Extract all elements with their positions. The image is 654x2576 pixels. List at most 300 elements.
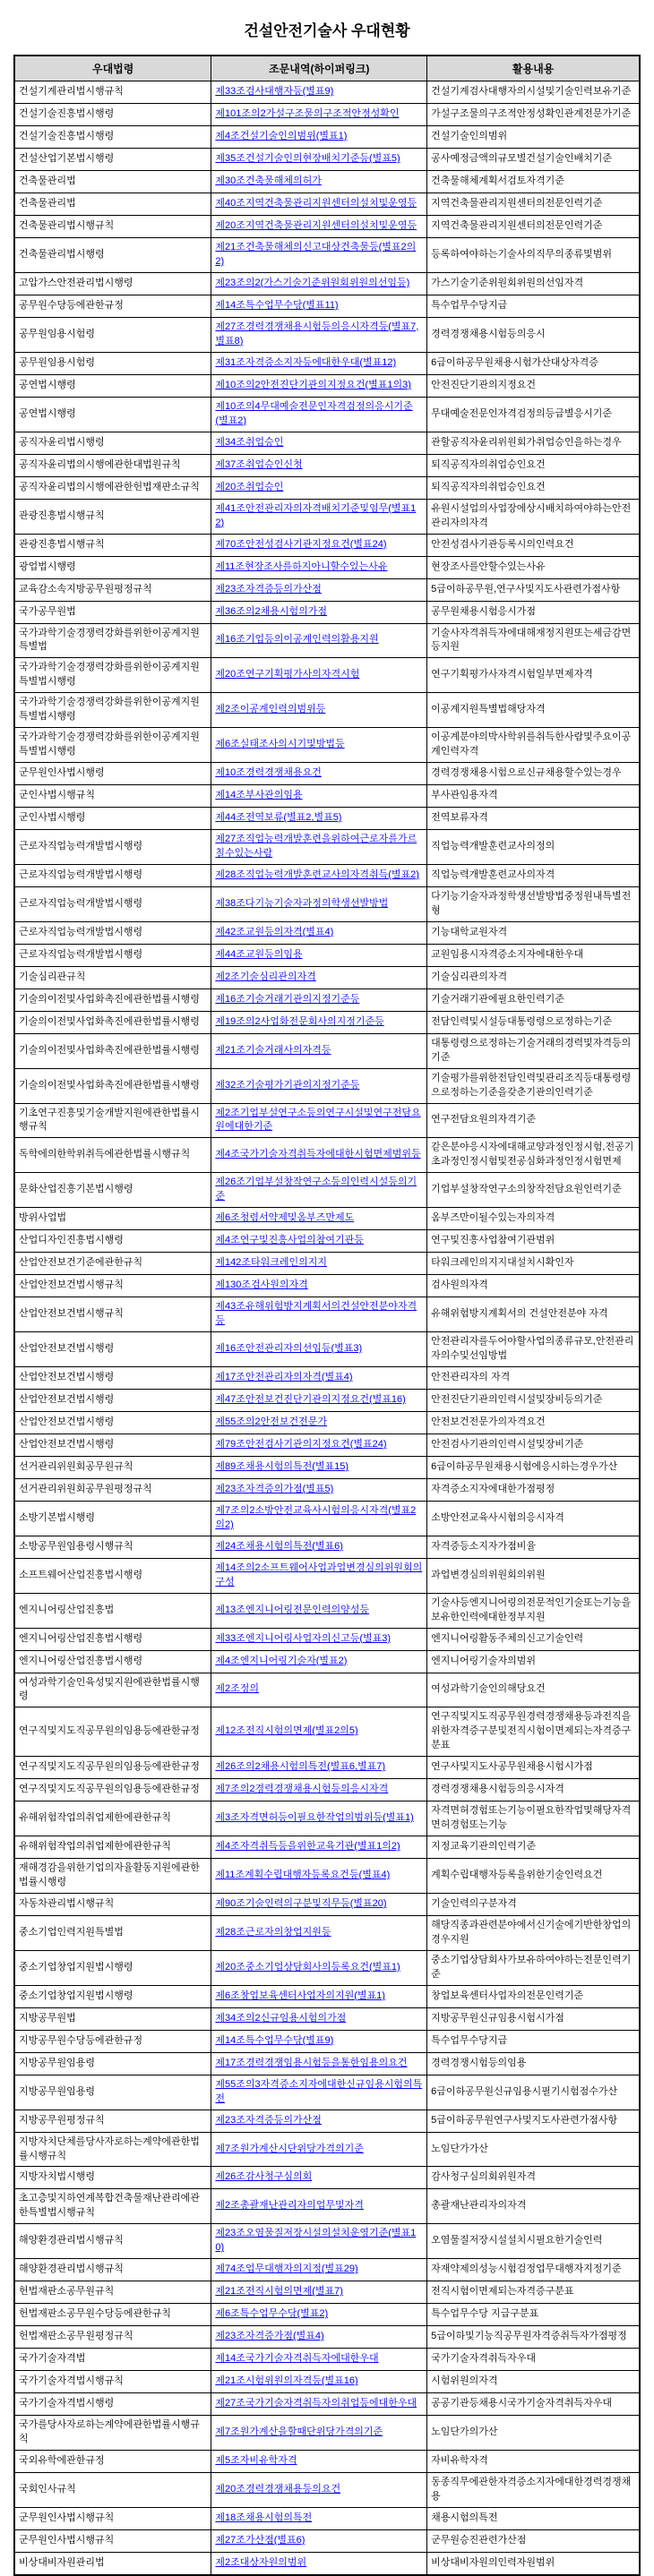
article-hyperlink[interactable]: 제10조의2안전진단기관의지정요건(별표1의3) [215,379,411,390]
table-row [14,623,640,658]
law-cell: 건축물관리법시행규칙 [14,216,211,238]
law-cell: 건설산업기본법시행령 [14,149,211,171]
article-hyperlink[interactable]: 제26조기업부설창작연구소등의인력시설등의기준 [215,1177,417,1202]
article-hyperlink[interactable]: 제4조건설기술인의범위(별표1) [215,131,348,142]
article-hyperlink[interactable]: 제74조업무대행자의지정(별표29) [215,2264,358,2275]
article-cell [211,2189,427,2224]
table-row [14,886,640,921]
article-hyperlink[interactable]: 제18조채용시험의특전 [215,2512,313,2523]
table-row [14,1985,640,2007]
article-hyperlink[interactable]: 제16조기업등의이공계인력의활용지원 [215,634,379,646]
article-cell [211,2552,427,2575]
law-cell: 엔지니어링산업진흥법 [14,1593,211,1628]
article-cell [211,1138,427,1173]
article-hyperlink[interactable]: 제2조대상자원의범위 [215,2556,307,2568]
article-hyperlink[interactable]: 제44조전역보류(별표2,별표5) [215,812,342,824]
law-cell: 건축물관리법 [14,171,211,193]
article-hyperlink[interactable]: 제21조전직시험의면제(별표7) [215,2286,343,2298]
article-hyperlink[interactable]: 제21조건축물해체의신고대상건축물등(별표2의2) [215,242,417,267]
usage-cell: 건설기술인의범위 [427,126,640,149]
usage-cell: 기술심리관의자격 [427,966,640,988]
article-cell [211,1332,427,1367]
usage-cell: 안전검사기관의인력시설및장비기준 [427,1433,640,1456]
article-hyperlink[interactable]: 제26조의2채용시험의특전(별표6,별표7) [215,1761,386,1773]
article-cell [211,397,427,432]
usage-cell: 5급이하공무원,연구사및지도사관련가점사항 [427,578,640,601]
usage-cell: 유해위험방지계획서의 건설안전분야 자격 [427,1297,640,1332]
table-row [14,193,640,216]
usage-cell: 현장조사를안할수있는사유 [427,556,640,578]
article-cell [211,1673,427,1707]
table-row [14,2507,640,2529]
article-cell [211,534,427,556]
table-row [14,2259,640,2281]
article-hyperlink[interactable]: 제5조자비유학자격 [215,2455,297,2467]
law-cell: 지방공무원임용령 [14,2052,211,2075]
law-cell: 독학에의한학위취득에관한법률시행규칙 [14,1138,211,1173]
table-row [14,1501,640,1536]
table-row [14,1779,640,1801]
article-hyperlink[interactable]: 제27조가산점(별표6) [215,2534,305,2546]
article-cell [211,2349,427,2371]
article-hyperlink[interactable]: 제90조기술인력의구분및직무등(별표20) [215,1897,387,1909]
article-cell [211,2224,427,2259]
table-row [14,1230,640,1253]
article-cell [211,2416,427,2451]
table-row [14,2304,640,2326]
article-hyperlink[interactable]: 제6조청렴서약제및옴부즈만제도 [215,1212,355,1224]
table-row [14,1593,640,1628]
article-hyperlink[interactable]: 제17조경력경쟁임용시험등을통한임용의요건 [215,2057,408,2068]
table-row [14,921,640,944]
table-row [14,2349,640,2371]
usage-cell: 안전진단기관의지정요건 [427,374,640,397]
article-hyperlink[interactable]: 제28조근로자의창업지원등 [215,1926,331,1938]
article-hyperlink[interactable]: 제27조경력경쟁채용시험등의응시자격등(별표7,별표8) [215,321,419,347]
article-hyperlink[interactable]: 제23조자격증의가점(별표5) [215,1483,334,1494]
article-hyperlink[interactable]: 제7조의2소방안전교육사시험의응시자격(별표2의2) [215,1504,417,1530]
law-cell: 국가기술자격법 [14,2349,211,2371]
article-cell [211,2052,427,2075]
article-hyperlink[interactable]: 제70조안전성검사기관지정요건(별표24) [215,538,387,550]
article-cell [211,149,427,171]
usage-cell: 창업보육센터사업자의전문인력기준 [427,1985,640,2007]
article-hyperlink[interactable]: 제2조이공계인력의범위등 [215,704,326,715]
usage-cell: 5급이하공무원연구사및지도사관련가점사항 [427,2110,640,2132]
law-cell: 공직자윤리법의시행에관한헌법재판소규칙 [14,476,211,499]
table-row [14,1859,640,1894]
article-cell [211,2132,427,2167]
article-cell [211,921,427,944]
law-cell: 건축물관리법 [14,193,211,216]
table-row [14,352,640,374]
article-hyperlink[interactable]: 제21조기술거래사의자격등 [215,1044,331,1056]
article-hyperlink[interactable]: 제47조안전보건진단기관의지정요건(별표16) [215,1393,406,1405]
article-hyperlink[interactable]: 제55조의3자격증소지자에대한신규임용시험의특전 [215,2078,423,2104]
usage-cell: 가스기술기준위원회위원의선임자격 [427,272,640,295]
article-hyperlink[interactable]: 제4조연구및진흥사업의참여기관등 [215,1235,364,1246]
article-hyperlink[interactable]: 제23조자격증등의가산점 [215,583,322,595]
law-cell: 헌법재판소공무원평정규칙 [14,2326,211,2349]
table-row [14,1411,640,1433]
column-header-article: 조문내역(하이퍼링크) [211,56,427,81]
article-hyperlink[interactable]: 제28조직업능력개발훈련교사의자격취득(별표2) [215,869,419,880]
article-cell [211,578,427,601]
article-cell [211,658,427,693]
table-row [14,1138,640,1173]
article-cell [211,1275,427,1297]
article-hyperlink[interactable]: 제3조자격면허등이필요한작업의범위등(별표1) [215,1812,414,1824]
article-cell [211,944,427,966]
article-hyperlink[interactable]: 제40조지역건축물관리지원센터의설치및운영등 [215,198,417,210]
law-cell: 지방자치법시행령 [14,2167,211,2189]
usage-cell: 대통령령으로정하는기술거래의경력및자격등의기준 [427,1033,640,1068]
article-hyperlink[interactable]: 제33조엔지니어링사업자의신고등(별표3) [215,1632,392,1644]
law-cell: 지방공무원법 [14,2007,211,2030]
table-row [14,2224,640,2259]
article-cell [211,1757,427,1779]
article-hyperlink[interactable]: 제2조정의 [215,1683,259,1695]
article-cell [211,2167,427,2189]
article-hyperlink[interactable]: 제27조국가기술자격취득자의취업등에대한우대 [215,2398,417,2409]
article-hyperlink[interactable]: 제20조중소기업상담회사의등록요건(별표1) [215,1961,400,1973]
law-cell: 건설기술진흥법시행령 [14,126,211,149]
article-hyperlink[interactable]: 제12조전직시험의면제(별표2의5) [215,1725,358,1737]
table-header-row [14,56,640,81]
usage-cell: 기술거래기관에필요한인력기준 [427,988,640,1011]
usage-cell: 전담인력및시설등대통령령으로정하는기준 [427,1011,640,1033]
usage-cell: 가설구조물의구조적안정성확인관계전문가기준 [427,104,640,126]
usage-cell: 자재약제의성능시험검정업무대행자지정기준 [427,2259,640,2281]
article-hyperlink[interactable]: 제7조의2경력경쟁채용시험등의응시자격 [215,1784,389,1795]
table-row [14,988,640,1011]
article-hyperlink[interactable]: 제10조의4무대예술전문인자격검정의응시기준(별표2) [215,400,413,426]
article-hyperlink[interactable]: 제89조채용시험의특전(별표15) [215,1460,349,1472]
law-cell: 중소기업인력지원특별법 [14,1915,211,1950]
article-hyperlink[interactable]: 제27조직업능력개발훈련을위하여근로자를가르칠수있는사람 [215,834,417,859]
table-row [14,1433,640,1456]
article-cell [211,2030,427,2052]
table-row [14,1332,640,1367]
law-cell: 중소기업창업지원법시행령 [14,1985,211,2007]
article-hyperlink[interactable]: 제101조의2가설구조물의구조적안정성확인 [215,108,400,120]
usage-cell: 기술사자격취득자에대해재정지원또는세금감면등지원 [427,623,640,658]
article-hyperlink[interactable]: 제30조건축물해체의허가 [215,175,322,187]
article-cell [211,1033,427,1068]
article-cell [211,104,427,126]
article-hyperlink[interactable]: 제6조특수업무수당(별표2) [215,2308,329,2320]
usage-cell: 부사관임용자격 [427,785,640,808]
usage-cell: 소방안전교육사시험의응시자격 [427,1501,640,1536]
law-cell: 국가과학기술경쟁력강화를위한이공계지원특별법시행령 [14,658,211,693]
article-hyperlink[interactable]: 제6조창업보육센터사업자의지원(별표1) [215,1990,385,2001]
article-hyperlink[interactable]: 제4조엔지니어링기술자(별표2) [215,1655,348,1666]
law-cell: 산업안전보건기준에관한규칙 [14,1253,211,1275]
article-cell [211,1433,427,1456]
article-cell [211,1859,427,1894]
usage-cell: 기술평가를위한전담인력및관리조직등대통령령으로정하는기준을갖춘기관의인력기준 [427,1068,640,1103]
table-row [14,2393,640,2416]
article-hyperlink[interactable]: 제14조부사관의임용 [215,790,303,801]
usage-cell: 지정교육기관의인력기준 [427,1836,640,1859]
usage-cell: 공사예정금액의규모별건설기술인배치기준 [427,149,640,171]
article-hyperlink[interactable]: 제24조채용시험의특전(별표6) [215,1540,343,1552]
article-hyperlink[interactable]: 제44조교원등의임용 [215,948,303,960]
article-cell [211,454,427,476]
table-row [14,1366,640,1389]
table-row [14,317,640,352]
law-cell: 해양환경관리법시행규칙 [14,2259,211,2281]
article-hyperlink[interactable]: 제34조취업승인 [215,436,284,448]
usage-cell: 지방공무원신규임용시험시가점 [427,2007,640,2030]
usage-cell: 공무원채용시험응시가점 [427,601,640,623]
article-hyperlink[interactable]: 제19조의2사업화전문회사의지정기준등 [215,1015,384,1027]
law-cell: 엔지니어링산업진흥법시행령 [14,1628,211,1650]
article-cell [211,1593,427,1628]
article-cell [211,295,427,317]
table-row [14,476,640,499]
usage-cell: 중소기업상담회사가보유하여야하는전문인력기준 [427,1950,640,1985]
article-hyperlink[interactable]: 제34조의2신규임용시험의가점 [215,2012,347,2024]
law-cell: 국외유학에관한규정 [14,2451,211,2473]
table-row [14,2007,640,2030]
usage-cell: 등록하여야하는기술사의직무의종류및범위 [427,238,640,273]
law-cell: 초고층및지하연계복합건축물재난관리에관한특별법시행규칙 [14,2189,211,2224]
article-hyperlink[interactable]: 제35조건설기술인의현장배치기준등(별표5) [215,153,400,165]
law-cell: 유해위험작업의취업제한에관한규칙 [14,1801,211,1836]
usage-cell: 다기능기술자과정학생선발방법중정원내특별전형 [427,886,640,921]
article-hyperlink[interactable]: 제20조지역건축물관리지원센터의설치및운영등 [215,220,417,232]
law-cell: 근로자직업능력개발법시행령 [14,921,211,944]
article-hyperlink[interactable]: 제36조의2채용시험의가점 [215,605,327,617]
table-row [14,944,640,966]
article-cell [211,476,427,499]
usage-cell: 퇴직공직자의취업승인요건 [427,476,640,499]
article-hyperlink[interactable]: 제38조다기능기술자과정의학생선발방법 [215,897,389,909]
law-cell: 지방공무원평정규칙 [14,2110,211,2132]
law-cell: 공연법시행령 [14,397,211,432]
usage-cell: 경력경쟁채용시험으로신규채용할수있는경우 [427,763,640,785]
article-hyperlink[interactable]: 제4조국가기술자격취득자에대한시험면제범위등 [215,1149,421,1160]
table-row [14,2052,640,2075]
law-cell: 기술의이전및사업화촉진에관한법률시행령 [14,1033,211,1068]
article-hyperlink[interactable]: 제31조자격증소지자등에대한우대(별표12) [215,356,397,368]
table-row [14,658,640,693]
law-cell: 해양환경관리법시행규칙 [14,2224,211,2259]
article-hyperlink[interactable]: 제17조안전관리자의자격(별표4) [215,1371,353,1382]
law-cell: 기초연구진흥및기술개발지원에관한법률시행규칙 [14,1103,211,1138]
article-hyperlink[interactable]: 제11조현장조사를하지아니할수있는사유 [215,561,388,572]
table-row [14,1011,640,1033]
law-cell: 산업안전보건법시행령 [14,1366,211,1389]
table-row [14,2167,640,2189]
article-cell [211,785,427,808]
usage-cell: 자격면허경험또는기능이필요한작업및해당자격면허경험또는기능 [427,1801,640,1836]
article-hyperlink[interactable]: 제16조안전관리자의선임등(별표3) [215,1342,363,1354]
article-hyperlink[interactable]: 제130조검사원의자격 [215,1279,308,1291]
article-hyperlink[interactable]: 제2조기술심리관의자격 [215,971,316,982]
article-hyperlink[interactable]: 제14조국가기술자격취득자에대한우대 [215,2353,379,2365]
table-row [14,1389,640,1411]
law-cell: 지방공무원임용령 [14,2075,211,2110]
article-hyperlink[interactable]: 제7조원가계산을할때단위당가격의기준 [215,2426,383,2438]
article-cell [211,763,427,785]
law-cell: 공연법시행령 [14,374,211,397]
article-cell [211,1011,427,1033]
article-cell [211,1801,427,1836]
article-cell [211,1558,427,1593]
law-cell: 산업안전보건법시행령 [14,1389,211,1411]
article-cell [211,432,427,454]
table-row [14,864,640,886]
usage-cell: 자비유학자격 [427,2451,640,2473]
usage-cell: 이공계지원특별법해당자격 [427,693,640,728]
law-cell: 연구직및지도직공무원의임용등에관한규정 [14,1707,211,1757]
article-hyperlink[interactable]: 제20조취업승인 [215,481,284,492]
table-row [14,785,640,808]
law-cell: 헌법재판소공무원규칙 [14,2281,211,2304]
law-cell: 군인사법시행규칙 [14,785,211,808]
table-row [14,2529,640,2552]
usage-cell: 노임단가의가산 [427,2416,640,2451]
usage-cell: 안전관리자의 자격 [427,1366,640,1389]
law-cell: 산업안전보건법시행규칙 [14,1275,211,1297]
usage-cell: 직업능력개발훈련교사의정의 [427,830,640,865]
article-cell [211,1893,427,1915]
table-row [14,397,640,432]
page-title: 건설안전기술사 우대현황 [244,22,410,39]
law-cell: 공무원수당등에관한규정 [14,295,211,317]
article-hyperlink[interactable]: 제23조자격증가점(별표4) [215,2331,324,2342]
article-hyperlink[interactable]: 제10조경력경쟁채용요건 [215,767,322,779]
usage-cell: 6급이하공무원채용시험에응시하는경우가산 [427,1456,640,1478]
article-hyperlink[interactable]: 제142조타워크레인의지지 [215,1257,327,1269]
table-row [14,295,640,317]
usage-cell: 특수업무수당지급 [427,295,640,317]
law-cell: 연구직및지도직공무원의임용등에관한규정 [14,1757,211,1779]
law-cell: 기술의이전및사업화촉진에관한법률시행령 [14,1011,211,1033]
table-row [14,238,640,273]
article-hyperlink[interactable]: 제79조안전검사기관의지정요건(별표24) [215,1438,387,1450]
article-cell [211,1950,427,1985]
article-hyperlink[interactable]: 제42조교원등의자격(별표4) [215,926,334,937]
article-hyperlink[interactable]: 제33조검사대행자등(별표9) [215,86,334,98]
table-row [14,126,640,149]
table-row [14,556,640,578]
usage-cell: 검사원의자격 [427,1275,640,1297]
article-hyperlink[interactable]: 제2조총괄재난관리자의업무및자격 [215,2200,364,2212]
table-row [14,2416,640,2451]
table-row [14,432,640,454]
table-row [14,1836,640,1859]
article-hyperlink[interactable]: 제13조엔지니어링전문인력의양성등 [215,1604,369,1615]
table-row [14,2451,640,2473]
law-cell: 자동차관리법시행규칙 [14,1893,211,1915]
article-hyperlink[interactable]: 제23조자격증등의가산점 [215,2114,322,2126]
article-hyperlink[interactable]: 제23조오염물질저장시설의설치운영기준(별표10) [215,2228,417,2254]
article-hyperlink[interactable]: 제32조기술평가기관의지정기준등 [215,1079,360,1091]
law-cell: 소방기본법시행령 [14,1501,211,1536]
article-cell [211,1779,427,1801]
article-hyperlink[interactable]: 제14조특수업무수당(별표11) [215,299,339,311]
table-row [14,1253,640,1275]
usage-cell: 기술인력의구분자격 [427,1893,640,1915]
article-cell [211,556,427,578]
article-hyperlink[interactable]: 제41조안전관리자의자격배치기준및임무(별표12) [215,502,417,528]
article-cell [211,1230,427,1253]
article-hyperlink[interactable]: 제55조의2안전보건전문가 [215,1416,327,1427]
law-cell: 엔지니어링산업진흥법시행령 [14,1650,211,1673]
usage-cell: 이공계분야의박사학위를취득한사람및주요이공계인력자격 [427,728,640,763]
law-cell: 소방공무원임용령시행규칙 [14,1536,211,1558]
table-row [14,808,640,830]
usage-cell: 전역보류자격 [427,808,640,830]
law-cell: 산업안전보건법시행령 [14,1433,211,1456]
article-hyperlink[interactable]: 제14조특수업무수당(별표9) [215,2034,334,2046]
article-hyperlink[interactable]: 제16조기술거래기관의지정기준등 [215,993,360,1005]
article-hyperlink[interactable]: 제20조경력경쟁채용등의요건 [215,2484,341,2495]
article-hyperlink[interactable]: 제11조계획수립대행자등록요건등(별표4) [215,1870,391,1881]
law-cell: 군무원인사법시행령 [14,763,211,785]
table-row [14,1456,640,1478]
usage-cell: 기업부설창작연구소의창작전담요원인력기준 [427,1173,640,1208]
law-cell: 국회인사규칙 [14,2473,211,2508]
article-cell [211,1501,427,1536]
table-row [14,1173,640,1208]
preferential-status-table [13,55,641,2576]
article-cell [211,988,427,1011]
article-hyperlink[interactable]: 제4조자격취득등을위한교육기관(별표1의2) [215,1841,400,1853]
usage-cell: 직업능력개발훈련교사의자격 [427,864,640,886]
table-row [14,2189,640,2224]
article-cell [211,1628,427,1650]
article-cell [211,2451,427,2473]
article-hyperlink[interactable]: 제43조유해위험방지계획서의건설안전분야자격등 [215,1301,417,1327]
article-cell [211,2259,427,2281]
law-cell: 공직자윤리법의시행에관한대법원규칙 [14,454,211,476]
law-cell: 국가과학기술경쟁력강화를위한이공계지원특별법 [14,623,211,658]
law-cell: 문화산업진흥기본법시행령 [14,1173,211,1208]
usage-cell: 안전관리자를두어야할사업의종류규모,안전관리자의수및선임방법 [427,1332,640,1367]
usage-cell: 연구및진흥사업참여기관범위 [427,1230,640,1253]
usage-cell: 무대예술전문인자격검정의등급별응시기준 [427,397,640,432]
article-hyperlink[interactable]: 제2조기업부설연구소등의연구시설및연구전담요원에대한기준 [215,1107,421,1133]
article-hyperlink[interactable]: 제14조의2소프트웨어사업과업변경심의위원회의구성 [215,1562,423,1588]
article-hyperlink[interactable]: 제20조연구기획평가사의자격시험 [215,669,360,680]
article-hyperlink[interactable]: 제6조실태조사의시기및방법등 [215,739,345,750]
law-cell: 기술의이전및사업화촉진에관한법률시행령 [14,988,211,1011]
table-row [14,2326,640,2349]
article-hyperlink[interactable]: 제21조시험위원의자격등(별표16) [215,2375,358,2387]
article-hyperlink[interactable]: 제23조의2(가스기술기준위원회위원의선임등) [215,277,410,288]
usage-cell: 지역건축물관리지원센터의전문인력기준 [427,193,640,216]
article-cell [211,886,427,921]
article-hyperlink[interactable]: 제26조감사청구심의회 [215,2171,313,2183]
article-hyperlink[interactable]: 제37조취업승인신청 [215,458,303,470]
usage-cell: 군무원승진관련가산점 [427,2529,640,2552]
article-cell [211,1915,427,1950]
table-row [14,534,640,556]
table-row [14,499,640,534]
table-row [14,171,640,193]
article-hyperlink[interactable]: 제7조원가계산시단위당가격의기준 [215,2143,364,2154]
article-cell [211,808,427,830]
table-row [14,2132,640,2167]
usage-cell: 퇴직공직자의취업승인요건 [427,454,640,476]
article-cell [211,1173,427,1208]
usage-cell: 안전진단기관의인력시설및장비등의기준 [427,1389,640,1411]
article-cell [211,2393,427,2416]
